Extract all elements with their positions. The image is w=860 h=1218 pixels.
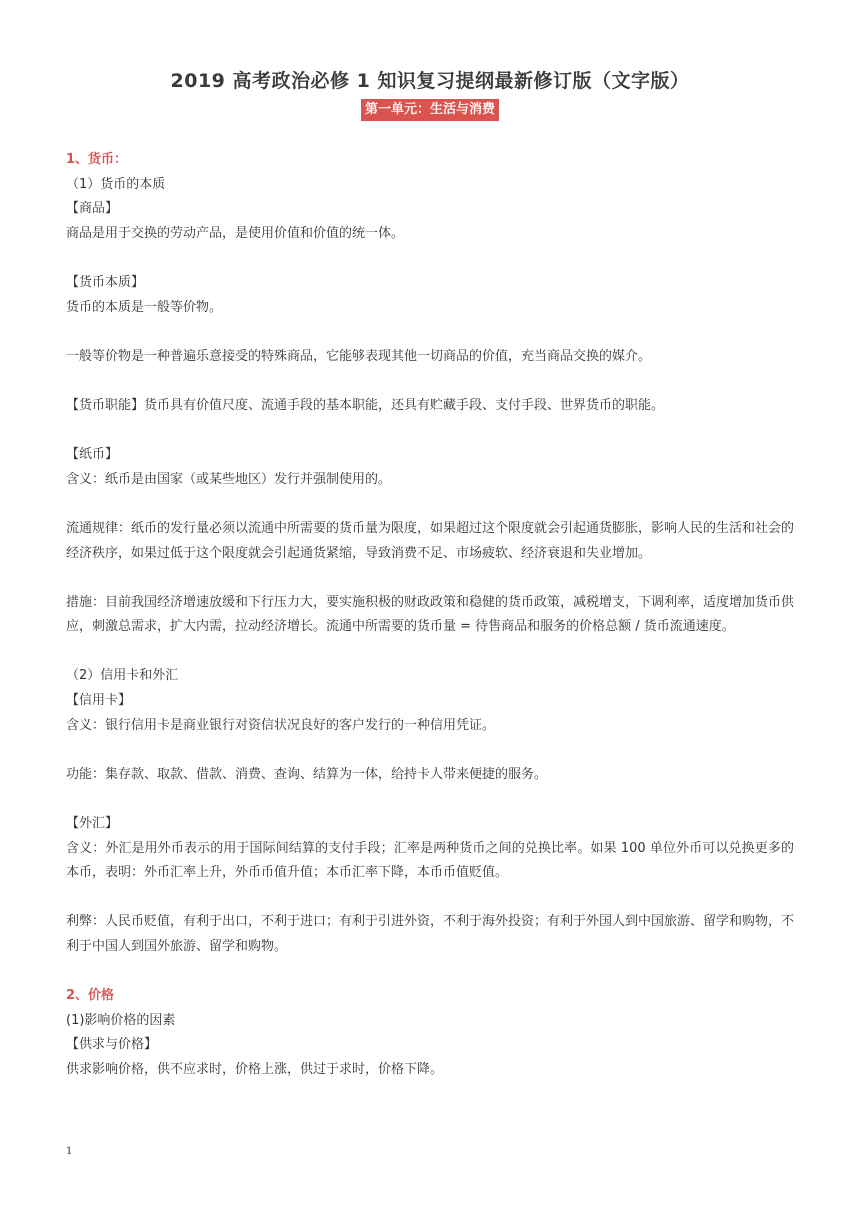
document-body (66, 148, 794, 1083)
bracket-heading: 【纸币】 (66, 447, 119, 463)
paragraph: 流通规律：纸币的发行量必须以流通中所需要的货币量为限度，如果超过这个限度就会引起通货膨胀，影响人民的生活和社会的经济秩序，如果过低于这个限度就会引起通货紧缩，导致消费不足、市场疲软、经济衰退和失业增加。 (66, 520, 795, 561)
subsection-heading: （2）信用卡和外汇 (66, 668, 179, 684)
paragraph: 商品是用于交换的劳动产品，是使用价值和价值的统一体。 (66, 225, 405, 241)
subsection-heading: (1)影响价格的因素 (66, 1012, 176, 1028)
paragraph: 【货币职能】货币具有价值尺度、流通手段的基本职能，还具有贮藏手段、支付手段、世界货币的职能。 (66, 397, 665, 413)
bracket-heading: 【商品】 (66, 201, 119, 217)
paragraph: 含义：银行信用卡是商业银行对资信状况良好的客户发行的一种信用凭证。 (66, 717, 496, 733)
page-number: 1 (66, 1146, 73, 1157)
unit-heading: 第一单元：生活与消费 (361, 99, 499, 121)
section-heading-price: 2、价格 (66, 988, 115, 1004)
bracket-heading: 【信用卡】 (66, 693, 132, 709)
paragraph: 供求影响价格，供不应求时，价格上涨，供过于求时，价格下降。 (66, 1061, 444, 1077)
unit-heading-wrap (0, 98, 860, 121)
subsection-heading: （1）货币的本质 (66, 176, 166, 192)
bracket-heading: 【货币本质】 (66, 274, 145, 290)
paragraph: 一般等价物是一种普遍乐意接受的特殊商品，它能够表现其他一切商品的价值，充当商品交换的媒介。 (66, 348, 652, 364)
bracket-heading: 【外汇】 (66, 816, 119, 832)
document-title: 2019 高考政治必修 1 知识复习提纲最新修订版（文字版） (170, 70, 690, 92)
paragraph: 利弊：人民币贬值，有利于出口，不利于进口；有利于引进外资，不利于海外投资；有利于外国人到中国旅游、留学和购物，不利于中国人到国外旅游、留学和购物。 (66, 914, 795, 954)
paragraph: 含义：纸币是由国家（或某些地区）发行并强制使用的。 (66, 471, 392, 487)
paragraph: 含义：外汇是用外币表示的用于国际间结算的支付手段；汇率是两种货币之间的兑换比率。如果 100 单位外币可以兑换更多的本币，表明：外币汇率上升，外币币值升值；本币汇率下降，本币币值贬值。 (66, 840, 794, 881)
paragraph: 措施：目前我国经济增速放缓和下行压力大，要实施积极的财政政策和稳健的货币政策，减税增支，下调利率，适度增加货币供应，刺激总需求，扩大内需，拉动经济增长。流通中所需要的货币量 = 待售商品和服务的价格总额 / 货币流通速度。 (66, 594, 795, 635)
paragraph: 货币的本质是一般等价物。 (66, 299, 223, 315)
paragraph: 功能：集存款、取款、借款、消费、查询、结算为一体，给持卡人带来便捷的服务。 (66, 766, 548, 782)
section-heading-money: 1、货币： (66, 152, 128, 167)
bracket-heading: 【供求与价格】 (66, 1037, 158, 1053)
